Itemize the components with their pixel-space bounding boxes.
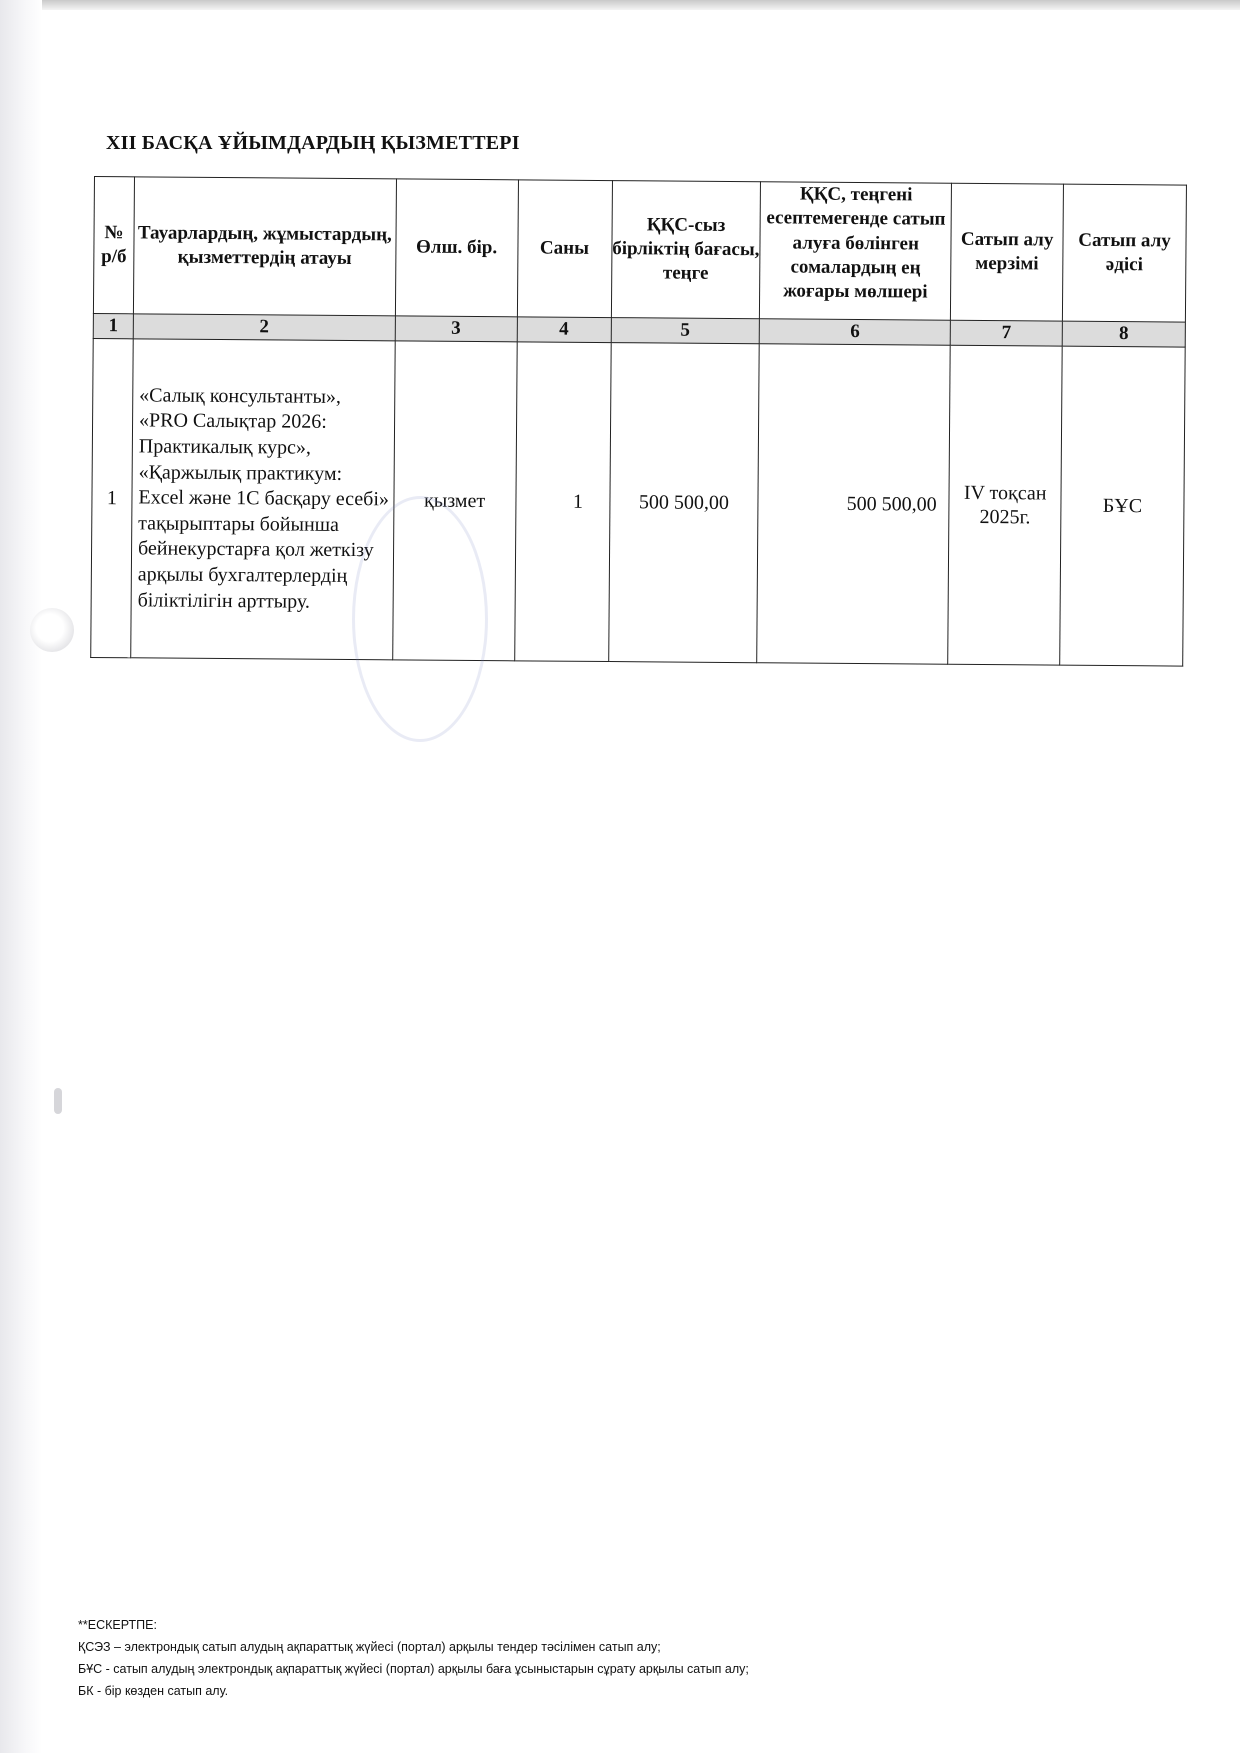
column-number: 8 (1062, 321, 1185, 347)
note-item: ҚСЭЗ – электрондық сатып алудың ақпараттық жүйесі (портал) арқылы тендер тәсілімен сатып алу; (78, 1640, 661, 1654)
column-number: 5 (611, 318, 760, 344)
header-method: Сатып алу әдісі (1062, 184, 1186, 322)
column-number: 4 (517, 317, 611, 343)
procurement-table-wrapper (90, 176, 1187, 667)
column-number: 1 (93, 313, 133, 338)
row-name: «Салық консультанты», «PRO Салықтар 2026: Практикалық курс», «Қаржылық практикум: Excel және 1С басқару есебі» тақырыптары бойынша бейнекурстарға қол жеткізу арқылы бухгалтерлердің біліктілігін арттыру. (131, 339, 395, 660)
column-number: 6 (760, 319, 951, 345)
note-item: БҰС - сатып алудың электрондық ақпараттық жүйесі (портал) арқылы баға ұсыныстарын сұрату арқылы сатып алу; (78, 1662, 749, 1676)
notes (78, 1614, 749, 1702)
punch-mark (54, 1088, 62, 1114)
row-total: 500 500,00 (757, 344, 950, 664)
header-total: ҚҚС, теңгені есептемегенде сатып алуға бөлінген сомалардың ең жоғары мөлшері (766, 183, 946, 303)
note-item: БК - бір көзден сатып алу. (78, 1684, 229, 1698)
header-unit: Өлш. бір. (395, 179, 518, 317)
header-unit-price: ҚҚС-сыз бірліктің бағасы, теңге (611, 181, 761, 319)
row-unit-price: 500 500,00 (608, 343, 759, 663)
header-name: Тауарлардың, жұмыстардың, қызметтердің атауы (133, 177, 396, 316)
header-row (93, 177, 1186, 323)
section-title: XII БАСҚА ҰЙЫМДАРДЫҢ ҚЫЗМЕТТЕРІ (106, 132, 520, 154)
row-number: 1 (91, 338, 133, 657)
notes-title: **ЕСКЕРТПЕ: (78, 1618, 157, 1632)
procurement-table (90, 176, 1187, 667)
column-number: 3 (395, 316, 517, 342)
table-row (91, 338, 1185, 666)
scan-edge-top (0, 0, 1240, 10)
column-number: 7 (950, 320, 1062, 346)
scan-edge-left (0, 0, 42, 1753)
row-unit: қызмет (392, 341, 516, 661)
header-qty: Саны (517, 180, 612, 318)
row-method: БҰС (1060, 346, 1185, 666)
punch-hole (30, 608, 74, 652)
column-number: 2 (133, 314, 395, 341)
header-term: Сатып алу мерзімі (951, 183, 1064, 321)
row-qty: 1 (514, 342, 610, 662)
row-term: IV тоқсан 2025г. (948, 345, 1062, 665)
header-total-cell (760, 182, 952, 320)
header-no: № р/б (93, 177, 134, 314)
